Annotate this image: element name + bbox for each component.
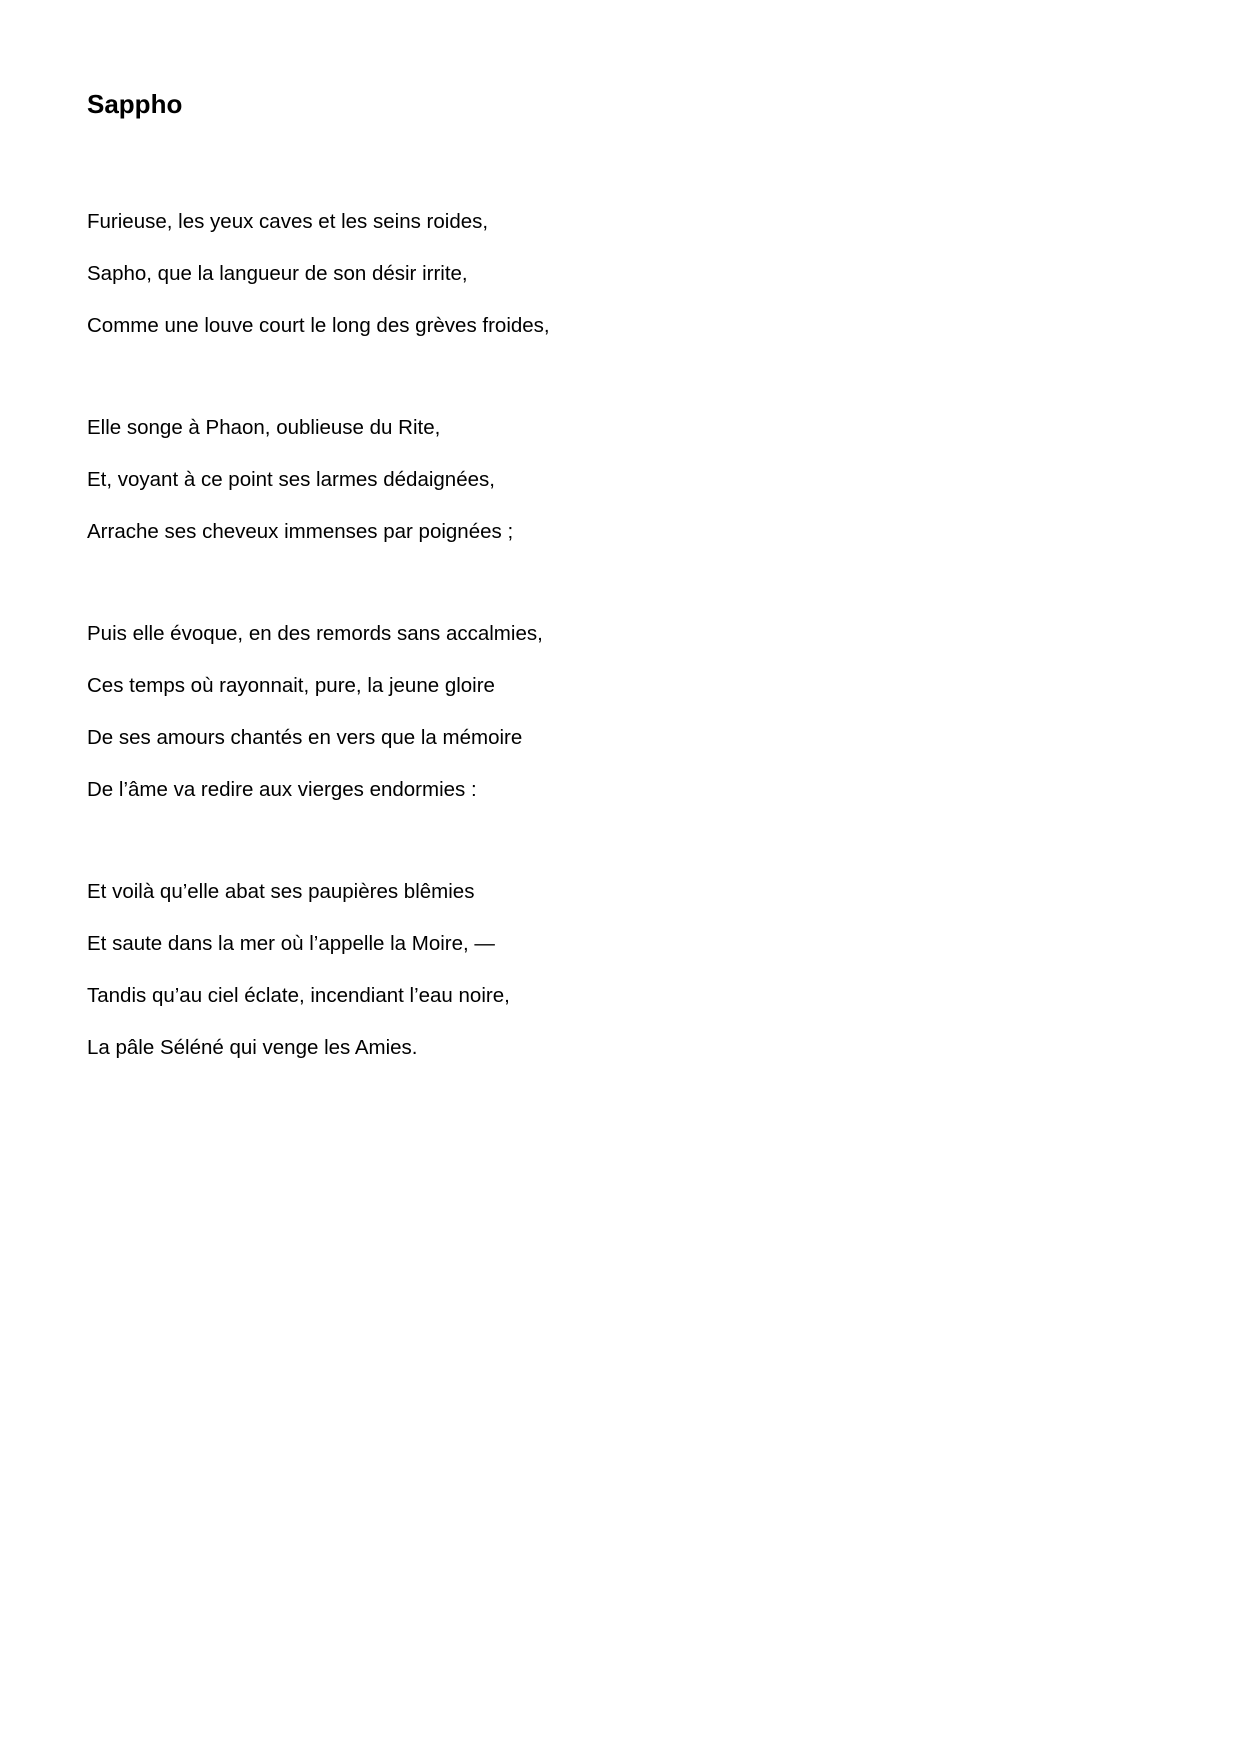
- poem-line: De l’âme va redire aux vierges endormies :: [87, 778, 477, 801]
- poem-line: Arrache ses cheveux immenses par poignées ;: [87, 520, 514, 543]
- poem-line: Puis elle évoque, en des remords sans accalmies,: [87, 622, 543, 645]
- poem-line: Et saute dans la mer où l’appelle la Moire, —: [87, 932, 495, 955]
- poem-line: Ces temps où rayonnait, pure, la jeune gloire: [87, 674, 495, 697]
- stanza: [87, 866, 550, 1074]
- poem-line: Et voilà qu’elle abat ses paupières blêmies: [87, 880, 475, 903]
- poem-line: Sapho, que la langueur de son désir irrite,: [87, 262, 468, 285]
- poem-title: Sappho: [87, 89, 183, 119]
- stanza: [87, 402, 550, 558]
- poem-line: Et, voyant à ce point ses larmes dédaignées,: [87, 468, 495, 491]
- poem-body: [87, 196, 550, 1124]
- stanza: [87, 608, 550, 816]
- poem-line: Furieuse, les yeux caves et les seins roides,: [87, 210, 489, 233]
- stanza: [87, 196, 550, 352]
- poem-line: Elle songe à Phaon, oublieuse du Rite,: [87, 416, 441, 439]
- poem-line: Comme une louve court le long des grèves froides,: [87, 314, 550, 337]
- poem-line: De ses amours chantés en vers que la mémoire: [87, 726, 523, 749]
- poem-line: Tandis qu’au ciel éclate, incendiant l’eau noire,: [87, 984, 510, 1007]
- poem-line: La pâle Séléné qui venge les Amies.: [87, 1036, 418, 1059]
